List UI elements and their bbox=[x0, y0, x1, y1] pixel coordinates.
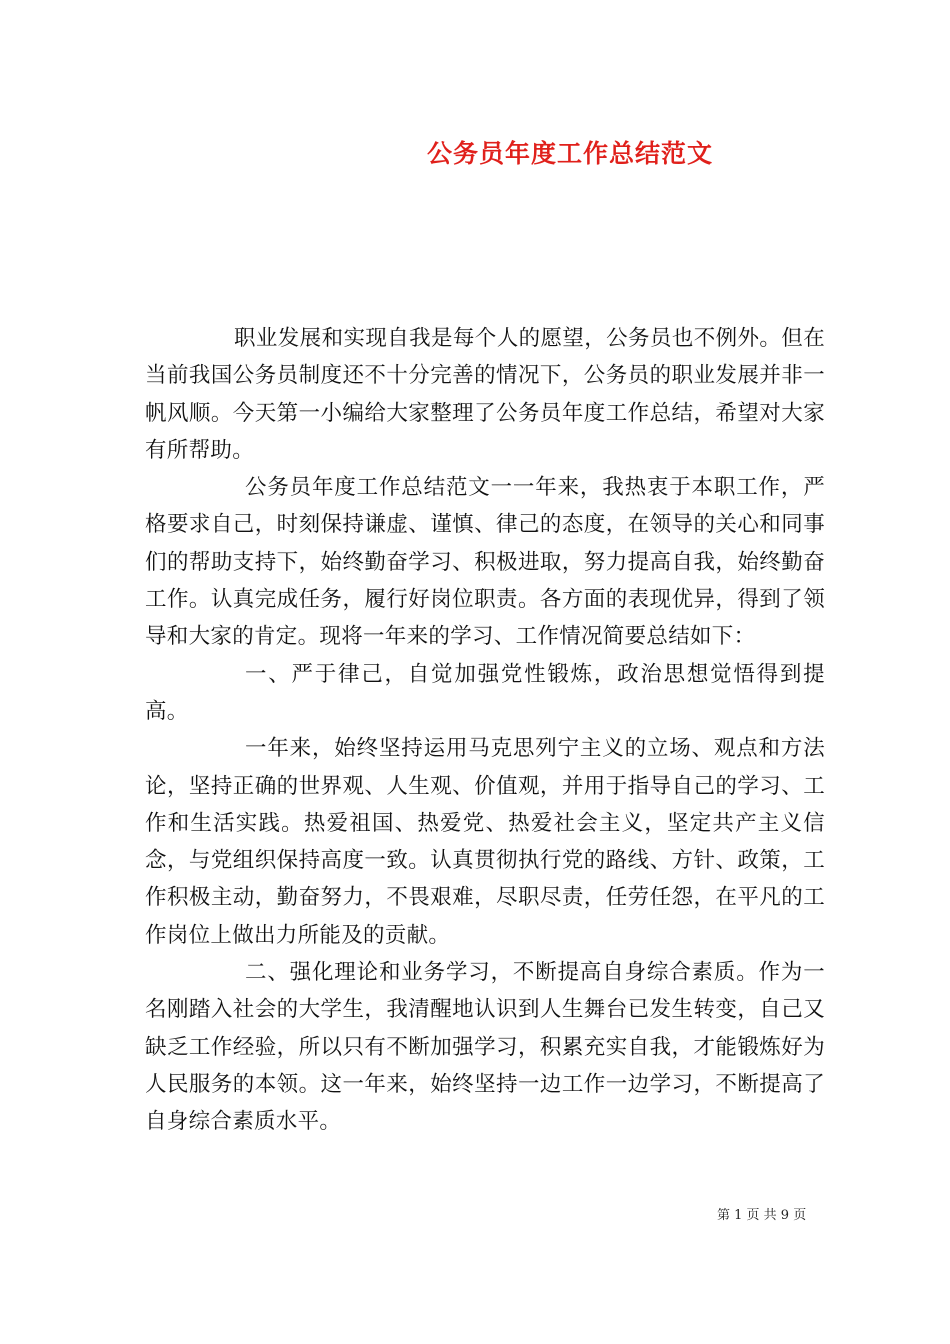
paragraph-section-one-body: 一年来，始终坚持运用马克思列宁主义的立场、观点和方法论，坚持正确的世界观、人生观、价值观，并用于指导自己的学习、工作和生活实践。热爱祖国、热爱党、热爱社会主义，坚定共产主义信念，与党组织保持高度一致。认真贯彻执行党的路线、方针、政策，工作积极主动，勤奋努力，不畏艰难，尽职尽责，任劳任怨，在平凡的工作岗位上做出力所能及的贡献。 bbox=[145, 736, 825, 948]
document-title: 公务员年度工作总结范文 bbox=[426, 139, 713, 168]
page-number-footer: 第 1 页 共 9 页 bbox=[717, 1208, 807, 1223]
paragraph-section-one-heading: 一、严于律己，自觉加强党性锻炼，政治思想觉悟得到提高。 bbox=[145, 661, 825, 724]
paragraph-intro: 职业发展和实现自我是每个人的愿望，公务员也不例外。但在当前我国公务员制度还不十分完善的情况下，公务员的职业发展并非一帆风顺。今天第一小编给大家整理了公务员年度工作总结，希望对大家有所帮助。 bbox=[145, 326, 825, 463]
paragraph-summary-intro: 公务员年度工作总结范文一一年来，我热衷于本职工作，严格要求自己，时刻保持谦虚、谨慎、律己的态度，在领导的关心和同事们的帮助支持下，始终勤奋学习、积极进取，努力提高自我，始终勤奋工作。认真完成任务，履行好岗位职责。各方面的表现优异，得到了领导和大家的肯定。现将一年来的学习、工作情况简要总结如下： bbox=[145, 475, 825, 650]
paragraph-section-two: 二、强化理论和业务学习，不断提高自身综合素质。作为一名刚踏入社会的大学生，我清醒地认识到人生舞台已发生转变，自己又缺乏工作经验，所以只有不断加强学习，积累充实自我，才能锻炼好为人民服务的本领。这一年来，始终坚持一边工作一边学习，不断提高了自身综合素质水平。 bbox=[145, 960, 825, 1135]
document-body bbox=[145, 320, 825, 1141]
